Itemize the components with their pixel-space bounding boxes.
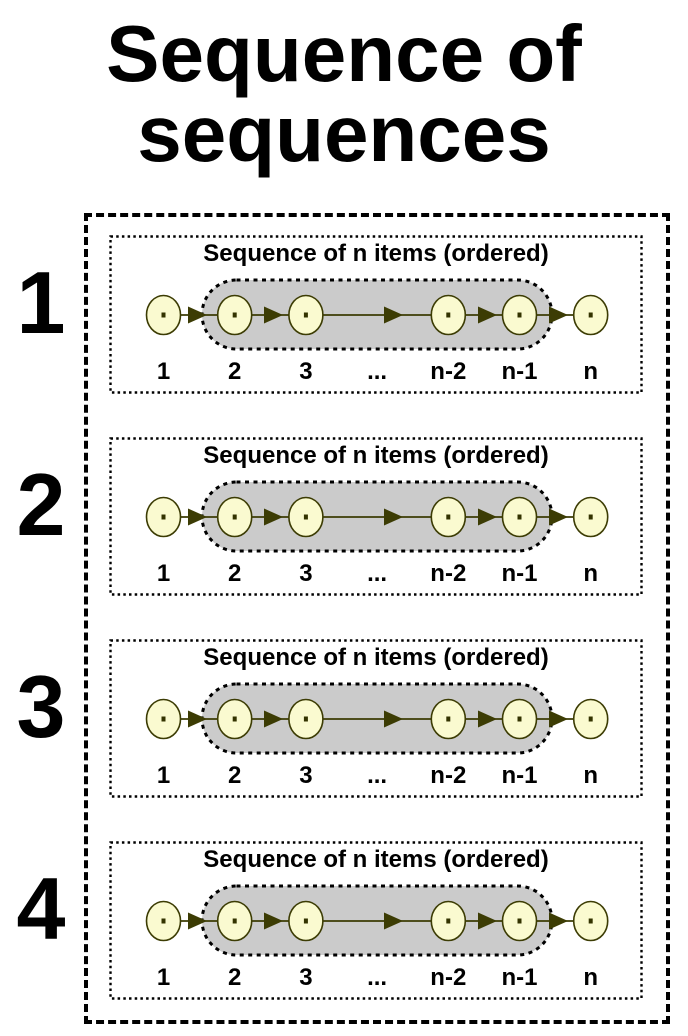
node-dot bbox=[162, 919, 166, 924]
node-dot bbox=[589, 919, 593, 924]
node-label: ... bbox=[367, 358, 388, 385]
node-dot bbox=[589, 717, 593, 722]
sequence-row bbox=[109, 841, 643, 1001]
arrowhead-icon bbox=[549, 509, 568, 526]
node-label: n bbox=[583, 762, 599, 789]
node-label: n bbox=[583, 560, 599, 587]
node-label: n-1 bbox=[501, 358, 538, 385]
sequence-box-title: Sequence of n items (ordered) bbox=[203, 442, 549, 469]
sequence-row bbox=[109, 639, 643, 799]
node-label: 3 bbox=[299, 560, 313, 587]
node-dot bbox=[233, 313, 237, 318]
node-label: 3 bbox=[299, 762, 313, 789]
node-dot bbox=[446, 313, 450, 318]
row-index-number: 3 bbox=[16, 657, 66, 756]
sequence-box-title: Sequence of n items (ordered) bbox=[203, 846, 549, 873]
node-label: n-2 bbox=[430, 358, 467, 385]
sequence-diagram bbox=[109, 841, 643, 1001]
node-dot bbox=[518, 313, 522, 318]
row-index-number: 1 bbox=[16, 253, 66, 352]
node-label: 3 bbox=[299, 358, 313, 385]
node-label: 1 bbox=[156, 762, 171, 789]
page-title bbox=[0, 9, 688, 178]
sequence-diagram bbox=[109, 437, 643, 597]
node-dot bbox=[162, 717, 166, 722]
node-label: 1 bbox=[156, 358, 171, 385]
page-title-line1: Sequence of bbox=[106, 9, 582, 98]
node-label: 2 bbox=[228, 762, 242, 789]
node-dot bbox=[162, 515, 166, 520]
node-label: 3 bbox=[299, 964, 313, 991]
node-label: 1 bbox=[156, 964, 171, 991]
node-label: ... bbox=[367, 560, 388, 587]
node-label: n-1 bbox=[501, 560, 538, 587]
node-dot bbox=[518, 717, 522, 722]
node-dot bbox=[446, 919, 450, 924]
row-index-number: 2 bbox=[16, 455, 66, 554]
node-label: 2 bbox=[228, 358, 242, 385]
node-dot bbox=[233, 717, 237, 722]
sequence-row bbox=[109, 437, 643, 597]
node-dot bbox=[304, 515, 308, 520]
sequence-row bbox=[109, 235, 643, 395]
node-dot bbox=[304, 313, 308, 318]
page-title-line2: sequences bbox=[137, 89, 551, 178]
row-index-number: 4 bbox=[16, 859, 66, 958]
node-label: 2 bbox=[228, 560, 242, 587]
node-dot bbox=[304, 717, 308, 722]
node-label: ... bbox=[367, 964, 388, 991]
node-dot bbox=[446, 515, 450, 520]
node-dot bbox=[589, 313, 593, 318]
node-label: n-1 bbox=[501, 964, 538, 991]
sequence-box-title: Sequence of n items (ordered) bbox=[203, 240, 549, 267]
node-dot bbox=[446, 717, 450, 722]
arrowhead-icon bbox=[549, 307, 568, 324]
node-label: n-2 bbox=[430, 560, 467, 587]
sequence-box-title: Sequence of n items (ordered) bbox=[203, 644, 549, 671]
node-label: n bbox=[583, 964, 599, 991]
node-label: n-2 bbox=[430, 762, 467, 789]
node-dot bbox=[233, 515, 237, 520]
arrowhead-icon bbox=[549, 711, 568, 728]
sequence-diagram bbox=[109, 235, 643, 395]
node-dot bbox=[518, 515, 522, 520]
node-dot bbox=[518, 919, 522, 924]
node-label: n bbox=[583, 358, 599, 385]
node-dot bbox=[304, 919, 308, 924]
node-dot bbox=[589, 515, 593, 520]
sequence-diagram bbox=[109, 639, 643, 799]
node-label: 2 bbox=[228, 964, 242, 991]
node-dot bbox=[233, 919, 237, 924]
arrowhead-icon bbox=[549, 913, 568, 930]
node-label: 1 bbox=[156, 560, 171, 587]
node-dot bbox=[162, 313, 166, 318]
node-label: n-1 bbox=[501, 762, 538, 789]
node-label: n-2 bbox=[430, 964, 467, 991]
node-label: ... bbox=[367, 762, 388, 789]
